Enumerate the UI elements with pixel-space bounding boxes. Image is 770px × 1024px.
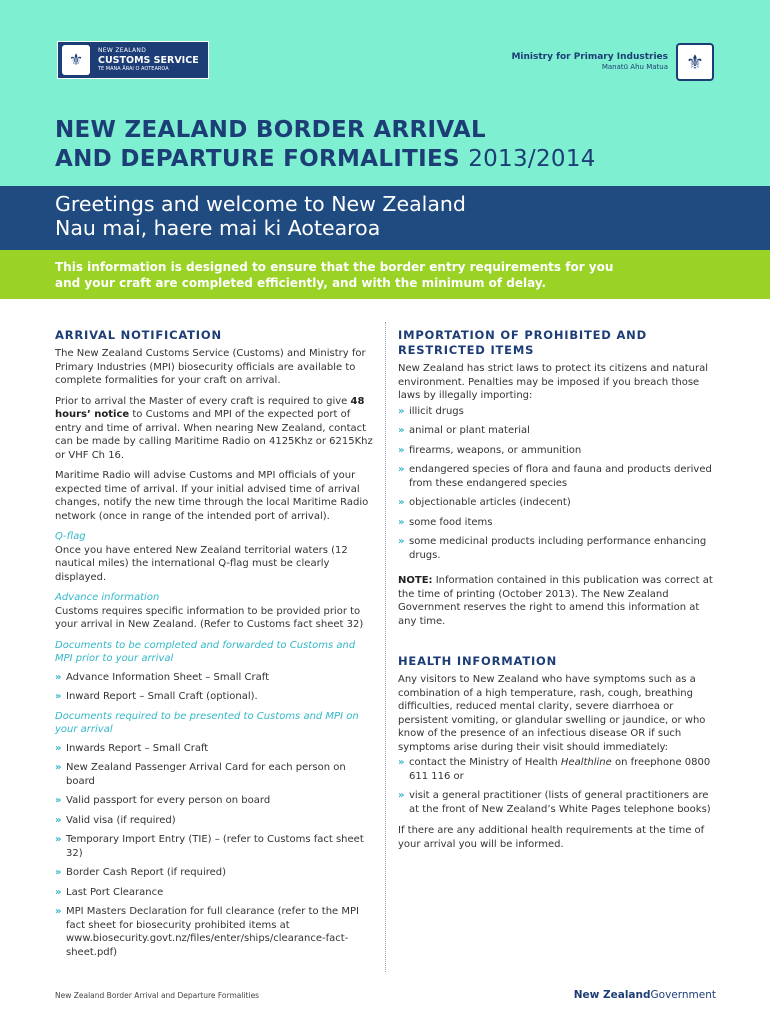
list-item: » objectionable articles (indecent) [398,497,571,508]
mpi-logo [511,42,714,82]
intro-banner [0,250,770,299]
column-divider [385,322,386,972]
health-actions-list [398,756,720,816]
customs-logo-line3: TE MANA ĀRAI O AOTEAROA [98,66,169,73]
chevron-right-icon: » [398,536,405,547]
right-column [398,328,720,858]
note-label: NOTE: [398,575,433,586]
intro-line2: and your craft are completed efficiently, and with the minimum of delay. [55,276,547,290]
prohibited-items-list [398,405,720,563]
qflag-text: Once you have entered New Zealand territorial waters (12 nautical miles) the international Q-flag must be clearly displayed. [55,544,348,583]
docs-present-list [55,742,373,960]
mpi-logo-line1: Ministry for Primary Industries [511,52,668,63]
page-title [55,116,715,174]
mpi-logo-line2: Manatū Ahu Matua [601,63,668,72]
importation-paragraph: New Zealand has strict laws to protect its citizens and natural environment. Penalties may be imposed if you breach those laws by illegally importing: [398,363,709,401]
customs-logo [57,41,209,79]
chevron-right-icon: » [55,795,62,806]
chevron-right-icon: » [398,497,405,508]
nz-coat-of-arms-icon: ⚜ [676,43,714,81]
health-paragraph-1: Any visitors to New Zealand who have symptoms such as a combination of a high temperature, rash, cough, breathing difficulties, reduced mental clarity, severe diarrhoea or persistent vomiting, or glandular swelling or jaundice, or who know of the presence of an infectious disease OR if such symptoms arise during their visit should immediately: [398,674,706,753]
list-item: » illicit drugs [398,405,464,417]
list-item: » Valid visa (if required) [55,814,176,826]
docs-present-label: Documents required to be presented to Customs and MPI on your arrival [55,710,359,735]
customs-logo-line1: NEW ZEALAND [98,46,147,54]
chevron-right-icon: » [398,757,405,768]
list-item: » Temporary Import Entry (TIE) – (refer to Customs fact sheet 32) [55,834,364,859]
left-column [55,328,373,965]
advance-info-text: Customs requires specific information to be provided prior to your arrival in New Zealand. (Refer to Customs fact sheet 32) [55,605,364,630]
list-item: » endangered species of flora and fauna and products derived from these endangered species [398,464,712,489]
title-line1: NEW ZEALAND BORDER ARRIVAL [55,117,486,143]
arrival-paragraph-2: Prior to arrival the Master of every craft is required to give 48 hours’ notice to Customs and MPI of the expected port of entry and time of arrival. When nearing New Zealand, contact can be made by calling Maritime Radio on 4125Khz or 6215Khz or VHF Ch 16. [55,395,373,461]
list-item: » Inward Report – Small Craft (optional). [55,691,258,702]
list-item: » Border Cash Report (if required) [55,867,227,878]
arrival-paragraph-3: Maritime Radio will advise Customs and MPI officials of your expected time of arrival. If your initial advised time of arrival changes, notify the new time through the local Maritime Radio network (once in range of the intended port of arrival). [55,470,369,522]
list-item: » firearms, weapons, or ammunition [398,444,582,456]
chevron-right-icon: » [55,834,62,845]
qflag-label: Q-flag [55,531,86,542]
footer-title: New Zealand Border Arrival and Departure Formalities [55,991,260,1000]
nz-coat-of-arms-icon: ⚜ [62,45,90,75]
list-item: » visit a general practitioner (lists of general practitioners are at the front of New Zealand’s White Pages telephone books) [398,790,711,815]
note-paragraph: NOTE: Information contained in this publication was correct at the time of printing (October 2013). The New Zealand Government reserves the right to amend this information at any time. [398,575,713,627]
health-heading: HEALTH INFORMATION [398,654,558,668]
chevron-right-icon: » [398,464,405,475]
importation-heading: IMPORTATION OF PROHIBITED AND RESTRICTED ITEMS [398,328,647,357]
list-item: » some medicinal products including performance enhancing drugs. [398,536,707,561]
list-item: » Last Port Clearance [55,886,164,898]
list-item: » New Zealand Passenger Arrival Card for each person on board [55,762,346,787]
welcome-banner [0,186,770,250]
customs-logo-line2: CUSTOMS SERVICE [98,54,199,66]
chevron-right-icon: » [55,742,62,754]
list-item: » Advance Information Sheet – Small Craft [55,671,269,683]
chevron-right-icon: » [55,691,62,702]
chevron-right-icon: » [398,516,405,528]
chevron-right-icon: » [398,444,405,456]
docs-forward-list [55,671,373,704]
list-item: » animal or plant material [398,425,530,436]
chevron-right-icon: » [55,762,62,773]
nz-government-logo: New ZealandGovernment [573,989,716,1001]
chevron-right-icon: » [398,790,405,801]
title-year: 2013/2014 [468,146,596,172]
docs-forward-label: Documents to be completed and forwarded to Customs and MPI prior to your arrival [55,639,356,664]
advance-info-label: Advance information [55,592,160,603]
chevron-right-icon: » [55,671,62,683]
health-paragraph-2: If there are any additional health requirements at the time of your arrival you will be informed. [398,825,705,850]
title-line2: AND DEPARTURE FORMALITIES [55,146,460,172]
arrival-paragraph-1: The New Zealand Customs Service (Customs) and Ministry for Primary Industries (MPI) biosecurity officials are available to complete formalities for your craft on arrival. [55,348,366,386]
header-band [0,0,770,186]
list-item: » MPI Masters Declaration for full clearance (refer to the MPI fact sheet for biosecurity prohibited items at www.biosecurity.govt.nz/files/enter/ships/clearance-fact-sheet.pdf) [55,906,359,958]
list-item: » Inwards Report – Small Craft [55,742,209,754]
chevron-right-icon: » [398,425,405,436]
chevron-right-icon: » [398,405,405,417]
list-item: » some food items [398,516,493,528]
chevron-right-icon: » [55,814,62,826]
list-item: » contact the Ministry of Health Healthline on freephone 0800 611 116 or [398,757,711,782]
chevron-right-icon: » [55,906,62,917]
welcome-english: Greetings and welcome to New Zealand [55,192,466,216]
chevron-right-icon: » [55,867,62,878]
chevron-right-icon: » [55,886,62,898]
welcome-maori: Nau mai, haere mai ki Aotearoa [55,216,381,240]
arrival-heading: ARRIVAL NOTIFICATION [55,328,222,342]
intro-line1: This information is designed to ensure that the border entry requirements for you [55,260,614,274]
list-item: » Valid passport for every person on board [55,795,271,806]
